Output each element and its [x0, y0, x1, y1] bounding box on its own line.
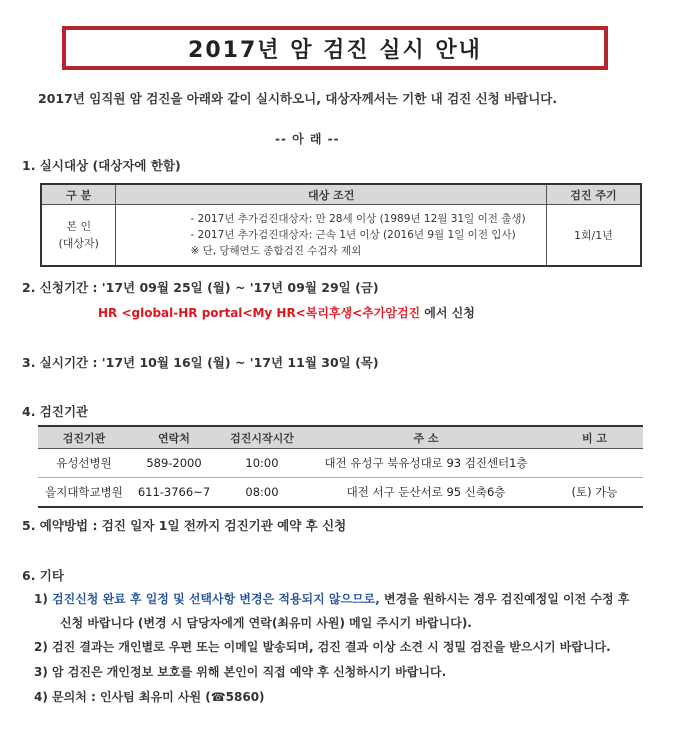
notice-center-label: -- 아 래 --	[275, 132, 340, 146]
table-row	[38, 449, 643, 478]
target-header-condition: 대상 조건	[116, 184, 546, 205]
note-3-number: 3)	[34, 665, 48, 679]
note-1-continued-text: 신청 바랍니다 (변경 시 담당자에게 연락(최유미 사원) 메일 주시기 바랍니다).	[60, 616, 472, 630]
note-4-number: 4)	[34, 690, 48, 704]
hospital-table-header	[38, 426, 643, 449]
target-condition-tenure: - 2017년 추가검진대상자: 근속 1년 이상 (2016년 9월 1일 이전 입사)	[190, 229, 516, 241]
hospital-note: (토) 가능	[546, 478, 643, 508]
section2-heading: 2. 신청기간 : '17년 09월 25일 (월) ~ '17년 09월 29일 (금)	[22, 280, 379, 295]
hospital-address: 대전 유성구 북유성대로 93 검진센터1층	[306, 449, 546, 478]
target-cycle: 1회/1년	[546, 205, 641, 267]
target-condition-exclusion: ※ 단, 당해연도 종합검진 수검자 제외	[190, 245, 362, 257]
target-conditions-cell	[116, 205, 546, 267]
section6-heading: 6. 기타	[22, 568, 64, 583]
note-2-text: 검진 결과는 개인별로 우편 또는 이메일 발송되며, 검진 결과 이상 소견 시 정밀 검진을 받으시기 바랍니다.	[52, 640, 611, 654]
target-category-sub: (대상자)	[58, 237, 99, 250]
hospital-start-time: 10:00	[218, 449, 306, 478]
note-4-text: 문의처 : 인사팀 최유미 사원 (☎5860)	[52, 690, 265, 704]
note-4	[34, 688, 265, 705]
note-3	[34, 663, 446, 680]
note-2-number: 2)	[34, 640, 48, 654]
target-category-cell	[41, 205, 116, 267]
target-condition-age: - 2017년 추가검진대상자: 만 28세 이상 (1989년 12월 31일 이전 출생)	[190, 213, 526, 225]
apply-path	[98, 304, 475, 321]
hospital-contact: 589-2000	[130, 449, 218, 478]
hospital-name: 을지대학교병원	[38, 478, 130, 508]
note-1-text: 변경을 원하시는 경우 검진예정일 이전 수정 후	[379, 592, 630, 606]
hospital-contact: 611-3766~7	[130, 478, 218, 508]
note-1	[34, 590, 629, 607]
target-header-cycle: 검진 주기	[546, 184, 641, 205]
hospital-header-address: 주 소	[306, 426, 546, 449]
apply-path-suffix: 에서 신청	[420, 306, 475, 320]
hospital-table	[38, 425, 643, 508]
intro-text: 2017년 임직원 암 검진을 아래와 같이 실시하오니, 대상자께서는 기한 내 검진 신청 바랍니다.	[38, 91, 558, 106]
hospital-header-name: 검진기관	[38, 426, 130, 449]
section4-heading: 4. 검진기관	[22, 404, 89, 419]
hospital-note	[546, 449, 643, 478]
hospital-header-contact: 연락처	[130, 426, 218, 449]
table-row	[38, 478, 643, 508]
page-title: 2017년 암 검진 실시 안내	[188, 37, 482, 63]
section3-heading: 3. 실시기간 : '17년 10월 16일 (월) ~ '17년 11월 30일 (목)	[22, 355, 379, 370]
apply-menu-path: HR <global-HR portal<My HR<복리후생<추가암검진	[98, 306, 421, 320]
hospital-start-time: 08:00	[218, 478, 306, 508]
note-2	[34, 638, 611, 655]
target-category: 본 인	[66, 220, 92, 233]
note-1-number: 1)	[34, 592, 48, 606]
section5-heading: 5. 예약방법 : 검진 일자 1일 전까지 검진기관 예약 후 신청	[22, 518, 347, 533]
target-table	[40, 183, 642, 267]
note-3-text: 암 검진은 개인정보 보호를 위해 본인이 직접 예약 후 신청하시기 바랍니다.	[52, 665, 447, 679]
section1-heading: 1. 실시대상 (대상자에 한함)	[22, 158, 181, 173]
title-box	[62, 26, 608, 70]
target-table-header	[41, 184, 641, 205]
note-1-continued	[60, 614, 472, 631]
table-row	[41, 205, 641, 267]
note-1-highlight: 검진신청 완료 후 일정 및 선택사항 변경은 적용되지 않으므로,	[52, 592, 380, 606]
hospital-name: 유성선병원	[38, 449, 130, 478]
target-header-category: 구 분	[41, 184, 116, 205]
hospital-address: 대전 서구 둔산서로 95 신축6층	[306, 478, 546, 508]
hospital-header-note: 비 고	[546, 426, 643, 449]
hospital-header-time: 검진시작시간	[218, 426, 306, 449]
